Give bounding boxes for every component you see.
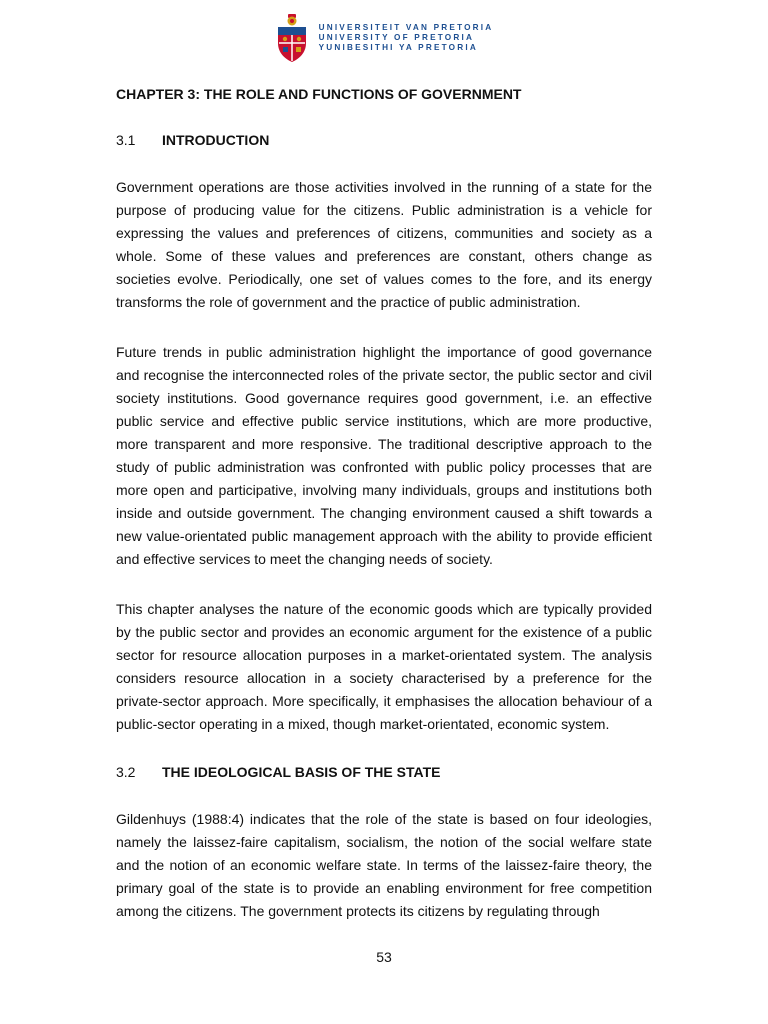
university-name-afrikaans: UNIVERSITEIT VAN PRETORIA: [318, 23, 494, 32]
university-name-sepedi: YUNIBESITHI YA PRETORIA: [318, 43, 478, 52]
section-heading-3-2: [116, 762, 652, 782]
university-crest-icon: [275, 13, 309, 63]
paragraph: Gildenhuys (1988:4) indicates that the role of the state is based on four ideologies, namely the laissez-faire capitalism, socialism, the notion of the social welfare state and the notion of an economic welfare state. In terms of the laissez-faire theory, the primary goal of the state is to provide an enabling environment for free competition among the citizens. The government protects its citizens by regulating through: [116, 811, 652, 920]
page-header: [0, 10, 768, 66]
section-title: THE IDEOLOGICAL BASIS OF THE STATE: [162, 764, 441, 781]
section-number: 3.1: [116, 132, 136, 148]
chapter-title: CHAPTER 3: THE ROLE AND FUNCTIONS OF GOVERNMENT: [116, 86, 522, 102]
university-name-english: UNIVERSITY OF PRETORIA: [318, 33, 475, 42]
paragraph: Future trends in public administration highlight the importance of good governance and recognise the interconnected roles of the private sector, the public sector and civil society institutions. Good governance requires good government, i.e. an effective public service and effective public service institutions, which are more productive, more transparent and more responsive. The traditional descriptive approach to the study of public administration was confronted with public policy processes that are more open and participative, involving many individuals, groups and institutions both inside and outside government. The changing environment caused a shift towards a new value-orientated public management approach with the ability to provide efficient and effective services to meet the changing needs of society.: [116, 343, 652, 568]
university-names: [319, 23, 494, 53]
paragraph: This chapter analyses the nature of the economic goods which are typically provided by the public sector and provides an economic argument for the existence of a public sector for resource allocation purposes in a market-orientated system. The analysis considers resource allocation in a society characterised by a preference for the private-sector approach. More specifically, it emphasises the allocation behaviour of a public-sector operating in a mixed, though market-orientated, economic system.: [116, 600, 652, 732]
paragraph: Government operations are those activities involved in the running of a state for the purpose of producing value for the citizens. Public administration is a vehicle for expressing the values and preferences of citizens, communities and society as a whole. Some of these values and preferences are constant, others change as societies evolve. Periodically, one set of values comes to the fore, and its energy transforms the role of government and the practice of public administration.: [116, 179, 652, 311]
section-number: 3.2: [116, 764, 136, 781]
section-title: INTRODUCTION: [162, 132, 270, 148]
page-body: [116, 84, 652, 924]
section-heading-3-1: [116, 130, 652, 150]
page-number: 53: [376, 949, 392, 965]
